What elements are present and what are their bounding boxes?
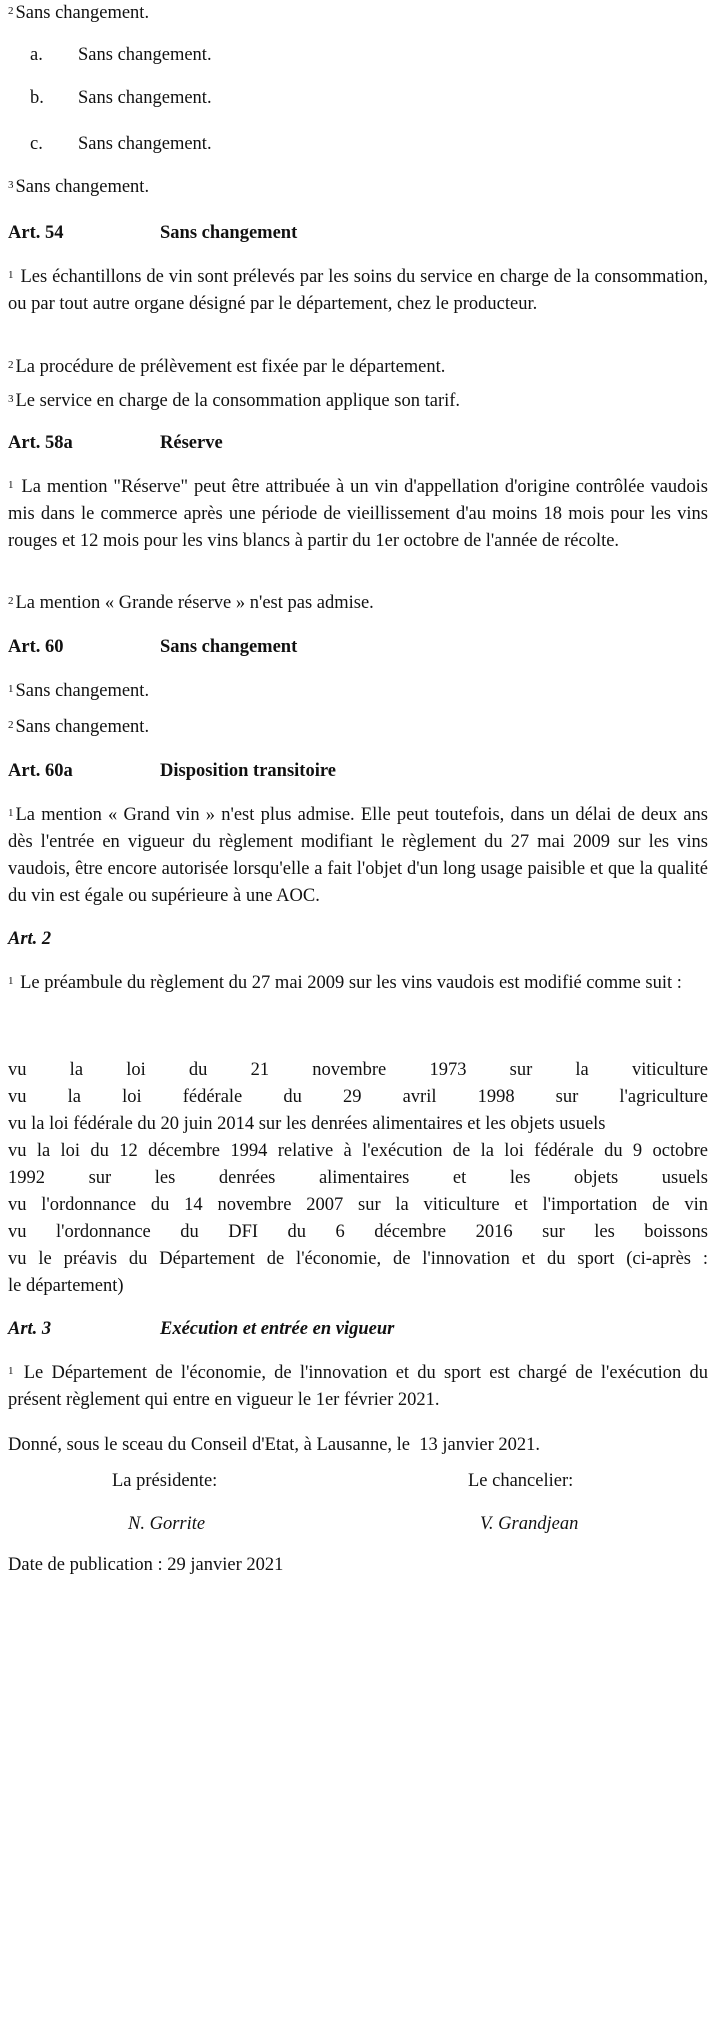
signature-role-right: Le chancelier: (468, 1471, 574, 1491)
preamble-line: le département) (8, 1276, 124, 1296)
signature-role-left: La présidente: (112, 1471, 218, 1491)
article-title: Sans changement (160, 223, 298, 243)
preamble-line: vu le préavis du Département de l'économie, de l'innovation et du sport (ci-après : (8, 1249, 708, 1269)
preamble-line: vu la loi du 21 novembre 1973 sur la viticulture (8, 1060, 708, 1080)
article-number: Art. 60a (8, 761, 73, 781)
signature-name-right: V. Grandjean (480, 1514, 579, 1534)
list-text: Sans changement. (78, 88, 212, 108)
list-marker: c. (30, 134, 43, 154)
paragraph-al3: $^3$ Sans changement. (8, 177, 150, 197)
article-number: Art. 58a (8, 433, 73, 453)
article-54-al2: $^2$ La procédure de prélèvement est fixée par le département. (8, 357, 446, 377)
article-54-al3: $^3$ Le service en charge de la consommation applique son tarif. (8, 391, 461, 411)
article-3-al1: $^1$ Le Département de l'économie, de l'innovation et du sport est chargé de l'exécution du présent règlement qui entre en vigueur le 1er février 2021. (8, 1363, 709, 1410)
alinea-number: 2 (8, 5, 14, 17)
article-58a-al2: $^2$ La mention « Grande réserve » n'est pas admise. (8, 593, 374, 613)
preamble-line: vu l'ordonnance du DFI du 6 décembre 2016 sur les boissons (8, 1222, 708, 1242)
article-number: Art. 3 (8, 1319, 52, 1339)
list-text: Sans changement. (78, 45, 212, 65)
list-marker: b. (30, 88, 44, 108)
given-statement: Donné, sous le sceau du Conseil d'Etat, à Lausanne, le 13 janvier 2021. (8, 1435, 540, 1455)
article-number: Art. 2 (8, 929, 52, 949)
article-title: Réserve (160, 433, 223, 453)
article-2-al1: $^1$ Le préambule du règlement du 27 mai 2009 sur les vins vaudois est modifié comme suit : (8, 973, 682, 993)
alinea-number: 3 (8, 179, 14, 191)
preamble-line: vu la loi du 12 décembre 1994 relative à l'exécution de la loi fédérale du 9 octobre (8, 1141, 708, 1161)
list-marker: a. (30, 45, 43, 65)
article-title: Disposition transitoire (160, 761, 336, 781)
article-58a-al1: $^1$ La mention "Réserve" peut être attribuée à un vin d'appellation d'origine contrôlée vaudois mis dans le commerce après une période de vieillissement d'au moins 18 mois pour les vins rouges et 12 mois pour les vins blancs à partir du 1er octobre de l'année de récolte. (8, 477, 709, 551)
preamble-line: vu la loi fédérale du 20 juin 2014 sur les denrées alimentaires et les objets usuels (8, 1114, 606, 1134)
preamble-line: 1992 sur les denrées alimentaires et les objets usuels (8, 1168, 708, 1188)
article-60-al1: $^1$ Sans changement. (8, 681, 150, 701)
article-60-al2: $^2$ Sans changement. (8, 717, 150, 737)
preamble-line: vu l'ordonnance du 14 novembre 2007 sur la viticulture et l'importation de vin (8, 1195, 708, 1215)
publication-date: Date de publication : 29 janvier 2021 (8, 1555, 284, 1575)
article-title: Sans changement (160, 637, 298, 657)
article-number: Art. 54 (8, 223, 64, 243)
article-title: Exécution et entrée en vigueur (160, 1319, 395, 1339)
signature-name-left: N. Gorrite (128, 1514, 206, 1534)
paragraph-al2: $^2$ Sans changement. (8, 3, 150, 23)
article-54-al1: $^1$ Les échantillons de vin sont prélevés par les soins du service en charge de la consommation, ou par tout autre organe désigné par le département, chez le producteur. (8, 267, 709, 314)
preamble-line: vu la loi fédérale du 29 avril 1998 sur l'agriculture (8, 1087, 708, 1107)
article-number: Art. 60 (8, 637, 64, 657)
article-60a-al1: $^1$ La mention « Grand vin » n'est plus admise. Elle peut toutefois, dans un délai de deux ans dès l'entrée en vigueur du règlement modifiant le règlement du 27 mai 2009 sur les vins vaudois, être encore autorisée lorsqu'elle a fait l'objet d'un long usage paisible et que la qualité du vin est égale ou supérieure à une AOC. (8, 805, 708, 906)
list-text: Sans changement. (78, 134, 212, 154)
